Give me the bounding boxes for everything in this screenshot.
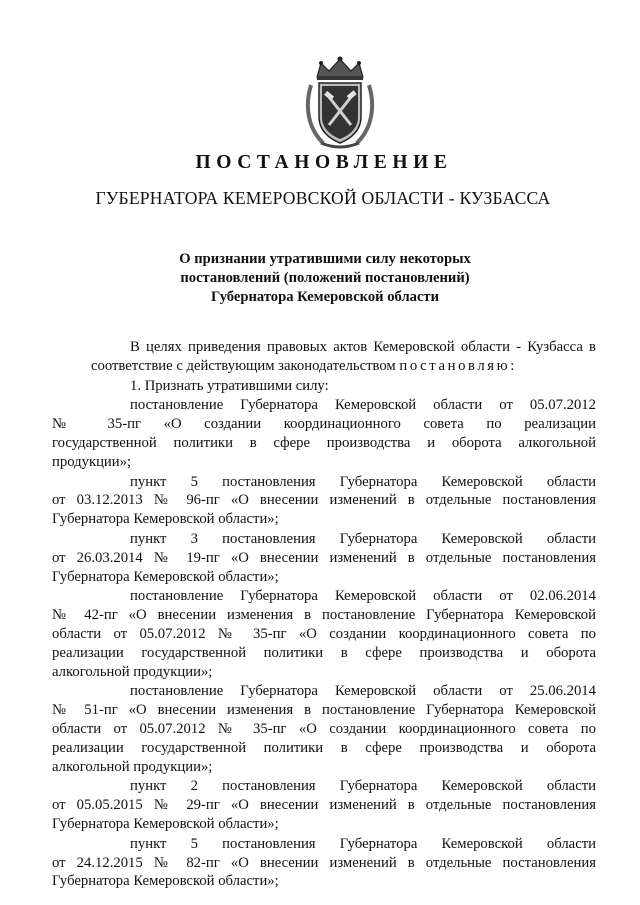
document-title: ПОСТАНОВЛЕНИЕ <box>195 152 453 173</box>
paragraph-line: пункт 5 постановления Губернатора Кемеровской области <box>130 473 596 490</box>
decree-word: постановляю: <box>399 357 517 374</box>
paragraph-line: от 05.05.2015 № 29-пг «О внесении изменений в отдельные постановления <box>52 797 596 814</box>
heading-line: постановлений (положений постановлений) <box>180 270 470 286</box>
repealed-act-paragraph <box>52 682 596 776</box>
heading-line: О признании утратившими силу некоторых <box>179 251 471 267</box>
paragraph-line: области от 05.07.2012 № 35-пг «О создании координационного совета по <box>52 625 596 642</box>
repealed-act-paragraph <box>52 396 596 471</box>
paragraph-line: № 42-пг «О внесении изменения в постановление Губернатора Кемеровской <box>52 607 596 624</box>
repealed-act-paragraph <box>52 777 596 833</box>
document-body <box>52 338 596 892</box>
paragraph-line: Губернатора Кемеровской области»; <box>52 511 279 528</box>
paragraph-line: реализации государственной политики в сфере производства и оборота <box>52 739 596 756</box>
paragraph-line: постановление Губернатора Кемеровской области от 05.07.2012 <box>130 397 596 414</box>
paragraph-line: Губернатора Кемеровской области»; <box>52 568 279 585</box>
item-1 <box>91 377 596 396</box>
paragraph-line: пункт 3 постановления Губернатора Кемеровской области <box>130 530 596 547</box>
paragraph-line: от 24.12.2015 № 82-пг «О внесении изменений в отдельные постановления <box>52 854 596 871</box>
intro-text: соответствие с действующим законодательством <box>91 357 396 374</box>
paragraph-line: от 26.03.2014 № 19-пг «О внесении изменений в отдельные постановления <box>52 549 596 566</box>
repealed-act-paragraph <box>52 835 596 891</box>
paragraph-line: алкогольной продукции»; <box>52 758 213 775</box>
paragraph-line: Губернатора Кемеровской области»; <box>52 873 279 890</box>
paragraph-line: № 51-пг «О внесении изменения в постановление Губернатора Кемеровской <box>52 702 596 719</box>
paragraph-line: государственной политики в сфере производства и оборота алкогольной <box>52 434 596 451</box>
repealed-act-paragraph <box>52 530 596 586</box>
paragraph-line: В целях приведения правовых актов Кемеровской области - Кузбасса в <box>130 339 596 355</box>
paragraph-line: реализации государственной политики в сфере производства и оборота <box>52 644 596 661</box>
paragraph-line: от 03.12.2013 № 96-пг «О внесении изменений в отдельные постановления <box>52 492 596 509</box>
document-heading <box>0 250 640 307</box>
paragraph-line: постановление Губернатора Кемеровской области от 25.06.2014 <box>130 683 596 700</box>
paragraph-line: 1. Признать утратившими силу: <box>130 377 329 394</box>
coat-of-arms-emblem-icon <box>303 55 377 151</box>
paragraph-line: постановление Губернатора Кемеровской области от 02.06.2014 <box>130 588 596 605</box>
paragraph-line: Губернатора Кемеровской области»; <box>52 815 279 832</box>
paragraph-line: № 35-пг «О создании координационного совета по реализации <box>52 416 596 433</box>
paragraph-line: пункт 5 постановления Губернатора Кемеровской области <box>130 835 596 852</box>
repealed-act-paragraph <box>52 587 596 681</box>
heading-line: Губернатора Кемеровской области <box>210 289 440 305</box>
intro-paragraph <box>91 338 596 376</box>
paragraph-line: алкогольной продукции»; <box>52 663 213 680</box>
paragraph-line: пункт 2 постановления Губернатора Кемеровской области <box>130 778 596 795</box>
repealed-acts-list <box>52 396 596 891</box>
paragraph-line: области от 05.07.2012 № 35-пг «О создании координационного совета по <box>52 720 596 737</box>
paragraph-line <box>91 357 596 376</box>
paragraph-line: продукции»; <box>52 453 132 470</box>
document-issuer: ГУБЕРНАТОРА КЕМЕРОВСКОЙ ОБЛАСТИ - КУЗБАССА <box>95 188 551 208</box>
repealed-act-paragraph <box>52 473 596 529</box>
